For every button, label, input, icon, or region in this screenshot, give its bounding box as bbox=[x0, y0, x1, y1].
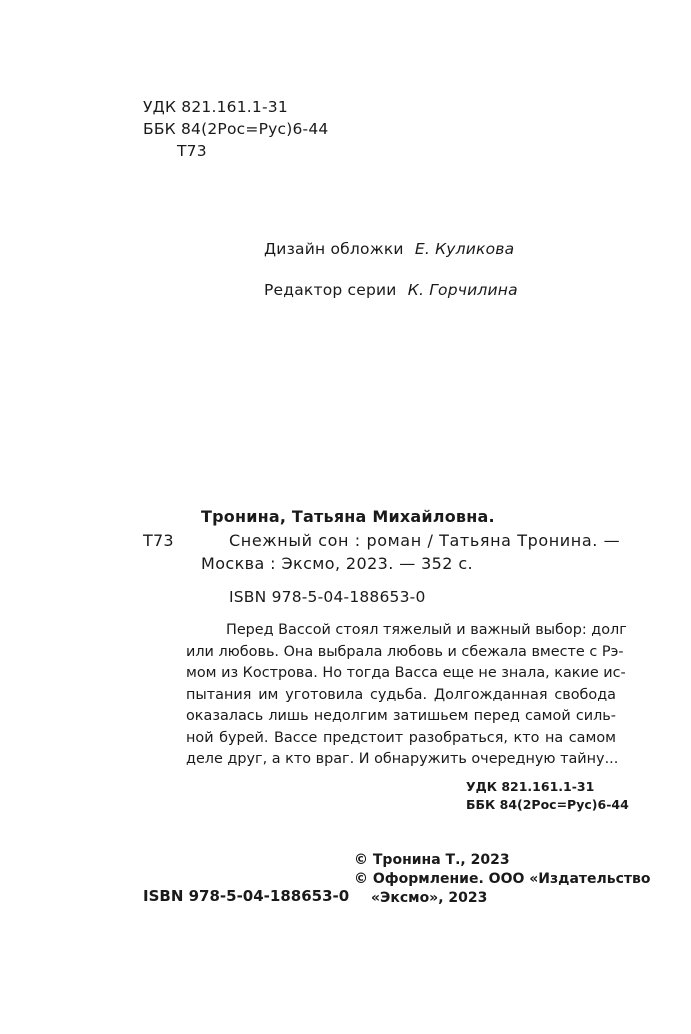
series-editor-credit bbox=[264, 281, 518, 299]
bottom-isbn: ISBN 978-5-04-188653-0 bbox=[143, 887, 350, 905]
cover-designer-name: Е. Куликова bbox=[414, 240, 515, 258]
annotation-line: пытания им уготовила судьба. Долгожданная свобода bbox=[186, 686, 616, 703]
bbk-code: ББК 84(2Рос=Рус)6-44 bbox=[143, 120, 329, 138]
copyright-author: © Тронина Т., 2023 bbox=[354, 852, 510, 868]
udk-code: УДК 821.161.1-31 bbox=[143, 98, 288, 116]
annotation-line: оказалась лишь недолгим затишьем перед самой силь- bbox=[186, 708, 616, 724]
copyright-design: © Оформление. ООО «Издательство bbox=[354, 871, 651, 887]
annotation-line: Перед Вассой стоял тяжелый и важный выбор: долг bbox=[226, 622, 627, 638]
cover-design-credit bbox=[264, 240, 514, 258]
annotation-line: деле друг, а кто враг. И обнаружить очередную тайну... bbox=[186, 751, 619, 767]
catalog-title-line: Снежный сон : роман / Татьяна Тронина. — bbox=[229, 531, 621, 550]
cover-design-label: Дизайн обложки bbox=[264, 240, 404, 258]
annotation-line: мом из Кострова. Но тогда Васса еще не знала, какие ис- bbox=[186, 665, 626, 681]
author-sign: Т73 bbox=[177, 142, 207, 160]
annotation-line: ной бурей. Вассе предстоит разобраться, кто на самом bbox=[186, 729, 616, 746]
catalog-author-sign: Т73 bbox=[143, 531, 174, 550]
annotation-paragraph bbox=[186, 620, 627, 771]
series-editor-label: Редактор серии bbox=[264, 281, 397, 299]
copyright-publisher: «Эксмо», 2023 bbox=[371, 890, 488, 906]
bottom-udk-code: УДК 821.161.1-31 bbox=[466, 779, 595, 794]
annotation-line: или любовь. Она выбрала любовь и сбежала вместе с Рэ- bbox=[186, 643, 624, 660]
catalog-isbn: ISBN 978-5-04-188653-0 bbox=[229, 588, 426, 606]
catalog-publisher-line: Москва : Эксмо, 2023. — 352 с. bbox=[201, 554, 473, 573]
series-editor-name: К. Горчилина bbox=[407, 281, 518, 299]
catalog-author: Тронина, Татьяна Михайловна. bbox=[201, 507, 495, 526]
bottom-bbk-code: ББК 84(2Рос=Рус)6-44 bbox=[466, 797, 629, 812]
